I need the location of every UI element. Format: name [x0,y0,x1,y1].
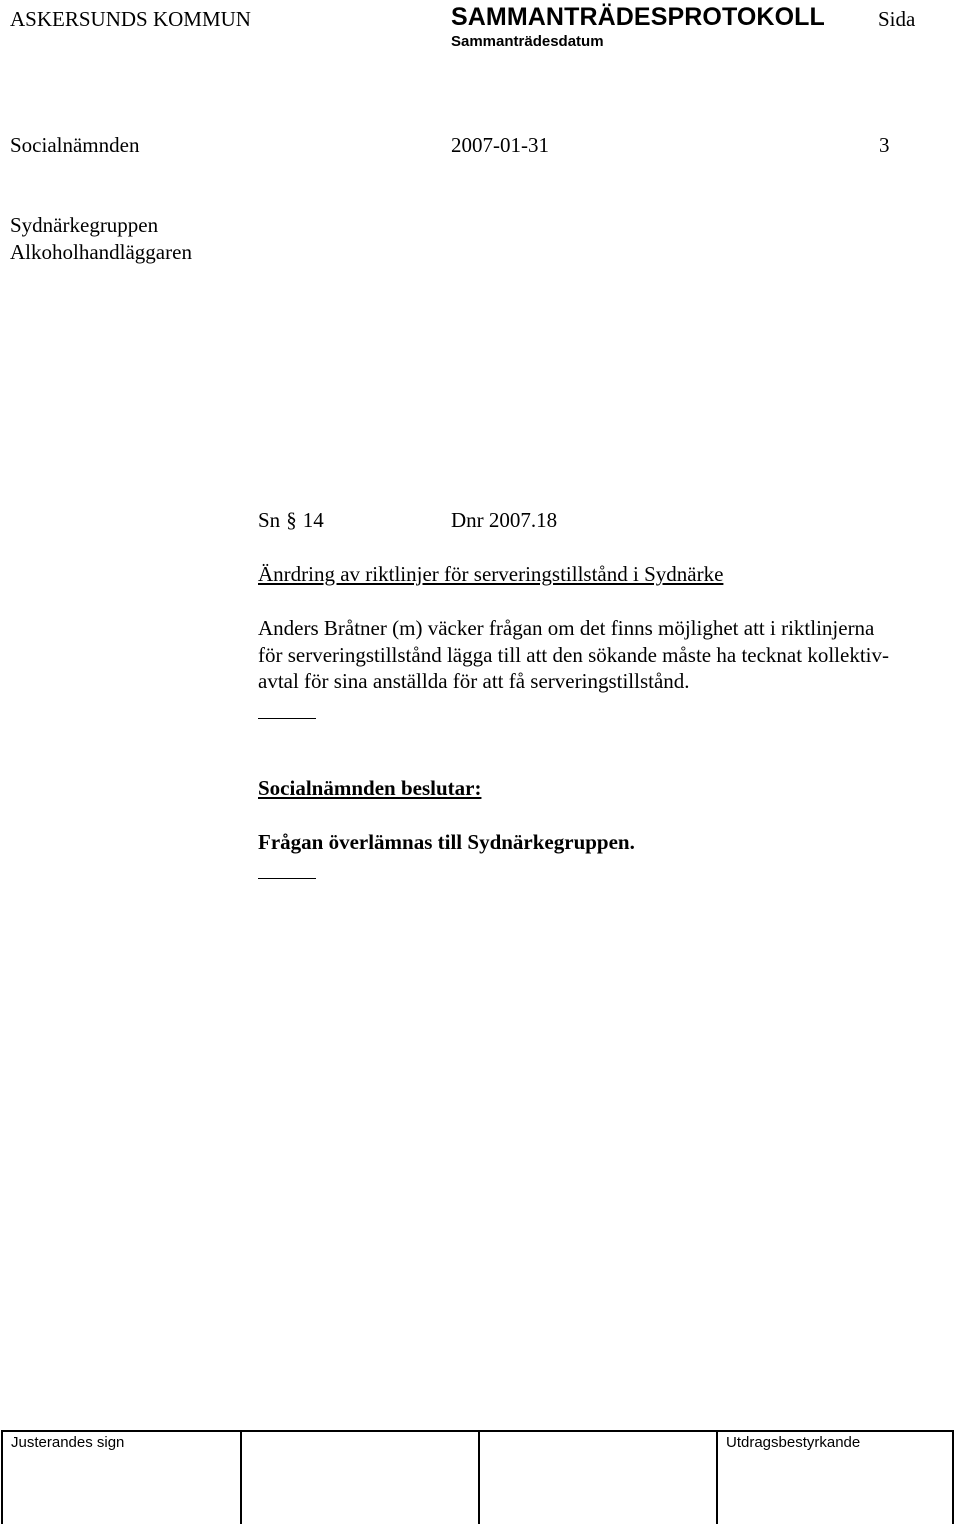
paragraph-number [258,508,324,533]
body-line: för serveringstillstånd lägga till att den sökande måste ha tecknat kollektiv- [258,642,889,667]
page-number: 3 [879,133,890,157]
certification-cell-label: Utdragsbestyrkande [726,1434,861,1451]
signature-table [1,1430,954,1524]
decision-text: Frågan överlämnas till Sydnärkegruppen. [258,830,635,854]
separator-rule [258,878,316,879]
body-line: Anders Bråtner (m) väcker frågan om det finns möjlighet att i riktlinjerna [258,616,875,640]
paragraph-heading: Änrdring av riktlinjer för serveringstillstånd i Sydnärke [258,562,724,586]
body-line: avtal för sina anställda för att få serveringstillstånd. [258,669,690,694]
separator-rule [258,718,316,719]
paragraph-number-value: 14 [302,508,324,532]
signature-cell [242,1432,480,1524]
meeting-date-label: Sammanträdesdatum [451,33,604,50]
section-sign: § [286,508,297,532]
signature-cell-label: Justerandes sign [11,1434,125,1451]
certification-cell [718,1432,952,1524]
municipality-name: ASKERSUNDS KOMMUN [10,7,251,31]
recipient-item: Sydnärkegruppen [10,213,159,237]
document-type-title: SAMMANTRÄDESPROTOKOLL [451,3,825,31]
diary-number: Dnr 2007.18 [451,508,558,532]
page-label: Sida [878,7,916,31]
signature-cell [480,1432,718,1524]
paragraph-body [258,615,958,695]
signature-cell [3,1432,242,1524]
recipient-item: Alkoholhandläggaren [10,240,192,264]
paragraph-prefix: Sn [258,508,281,532]
decision-label: Socialnämnden beslutar: [258,776,482,800]
meeting-date: 2007-01-31 [451,133,549,157]
committee-name: Socialnämnden [10,133,140,157]
